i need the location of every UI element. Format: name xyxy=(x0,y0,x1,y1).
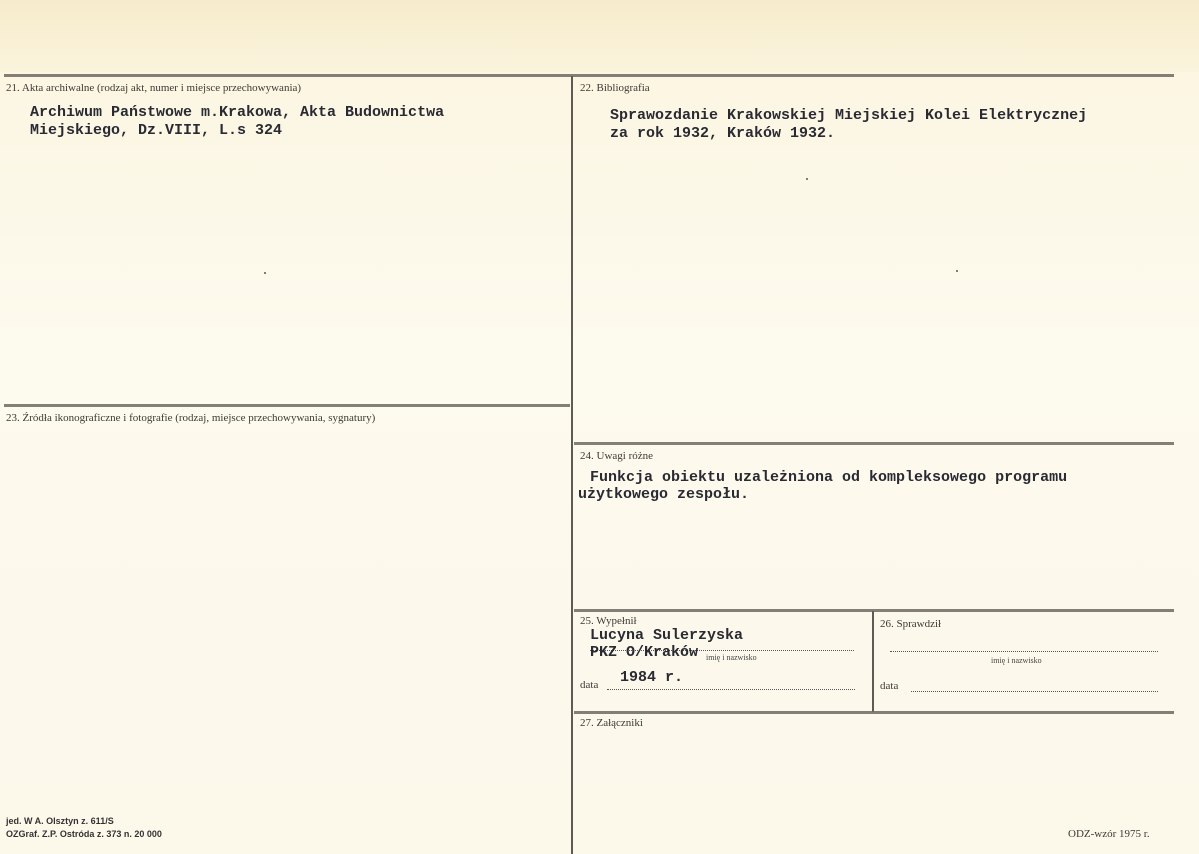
field-24-text-line1: Funkcja obiektu uzależniona od kompleksowego programu xyxy=(590,469,1068,486)
printer-info-line2: OZGraf. Z.P. Ostróda z. 373 n. 20 000 xyxy=(6,829,162,839)
field-22-text-line2: za rok 1932, Kraków 1932. xyxy=(610,125,836,142)
field-23-label: 23. Źródła ikonograficzne i fotografie (rodzaj, miejsce przechowywania, sygnatury) xyxy=(6,412,376,424)
rule-after-21 xyxy=(4,404,570,407)
field-26-label: 26. Sprawdził xyxy=(880,618,942,630)
field-25-date: 1984 r. xyxy=(620,669,684,686)
rule-before-24 xyxy=(574,442,1174,445)
field-24-text-line2: użytkowego zespołu. xyxy=(578,486,750,503)
field-22-label: 22. Bibliografia xyxy=(580,82,650,94)
field-26-name-line xyxy=(890,651,1158,652)
card-top-band xyxy=(0,0,1199,72)
paper-speck xyxy=(806,178,808,180)
paper-speck xyxy=(956,270,958,272)
field-25-name-caption: imię i nazwisko xyxy=(706,653,757,662)
field-21-text-line1: Archiwum Państwowe m.Krakowa, Akta Budownictwa xyxy=(30,104,445,121)
field-26-date-line xyxy=(911,691,1158,692)
rule-before-27 xyxy=(574,711,1174,714)
field-25-label: 25. Wypełnił xyxy=(580,615,637,627)
field-25-org: PKZ O/Kraków xyxy=(590,644,699,661)
field-26-date-label: data xyxy=(880,680,899,692)
field-21-label: 21. Akta archiwalne (rodzaj akt, numer i miejsce przechowywania) xyxy=(6,82,302,94)
center-divider xyxy=(571,76,573,854)
printer-info-line1: jed. W A. Olsztyn z. 611/S xyxy=(6,816,114,826)
field-26-name-caption: imię i nazwisko xyxy=(991,656,1042,665)
form-template-id: ODZ-wzór 1975 r. xyxy=(1068,828,1150,840)
field-24-label: 24. Uwagi różne xyxy=(580,450,654,462)
divider-25-26 xyxy=(872,611,874,712)
field-22-text-line1: Sprawozdanie Krakowskiej Miejskiej Kolei Elektrycznej xyxy=(610,107,1088,124)
rule-before-25 xyxy=(574,609,1174,612)
field-25-date-label: data xyxy=(580,679,599,691)
field-25-date-line xyxy=(607,689,855,690)
field-27-label: 27. Załączniki xyxy=(580,717,643,729)
field-25-name: Lucyna Sulerzyska xyxy=(590,627,744,644)
paper-speck xyxy=(264,272,266,274)
field-21-text-line2: Miejskiego, Dz.VIII, L.s 324 xyxy=(30,122,283,139)
top-rule xyxy=(4,74,1174,77)
